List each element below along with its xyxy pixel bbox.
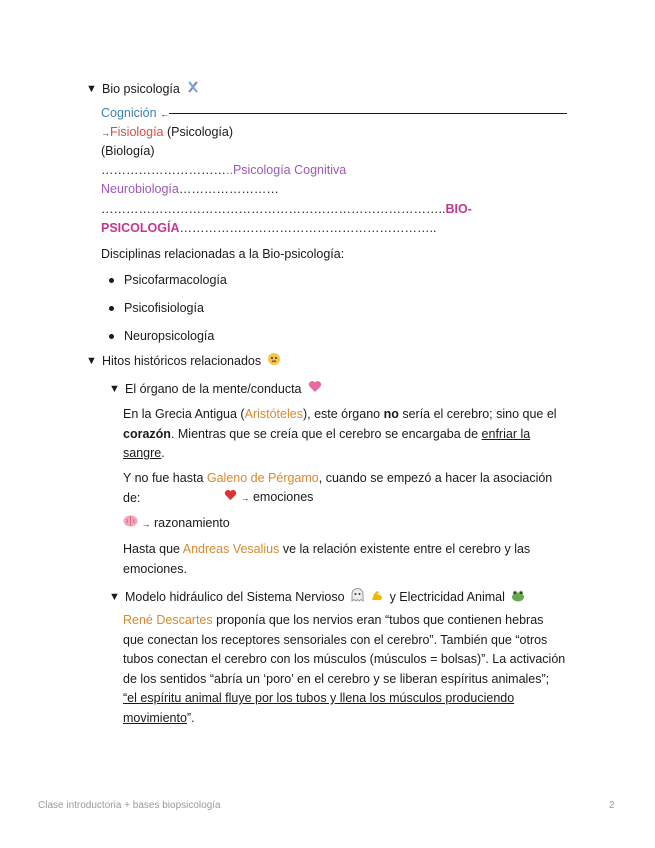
list-item: Psicofarmacología xyxy=(106,272,227,300)
fisiologia-label: Fisiología xyxy=(110,125,164,139)
toggle-organo-mente[interactable] xyxy=(109,380,322,397)
long-line xyxy=(169,113,567,114)
emociones-label: emociones xyxy=(252,490,314,504)
brain-icon xyxy=(123,516,141,530)
toggle-triangle-icon[interactable]: ▼ xyxy=(86,355,97,367)
razonamiento-line xyxy=(123,514,230,534)
section-title: Bio psicología xyxy=(102,82,180,96)
emociones-line xyxy=(224,488,313,508)
toggle-bio-psicologia[interactable] xyxy=(86,80,200,98)
bio-label: BIO- xyxy=(445,202,472,216)
subsection-title: y Electricidad Animal xyxy=(389,590,505,604)
diagram-line-1 xyxy=(101,104,567,124)
vesalius-link: Andreas Vesalius xyxy=(182,542,280,556)
dots: ……………………………………………………………………….. xyxy=(101,202,446,216)
biologia-paren: (Biología) xyxy=(101,144,155,158)
list-item: Psicofisiología xyxy=(106,300,227,328)
list-item: Neuropsicología xyxy=(106,328,227,356)
text: de los sentidos “abría un ‘poro’ en el cerebro y se liberan espíritus animales”; xyxy=(123,671,550,686)
toggle-hitos-historicos[interactable] xyxy=(86,352,281,370)
aristoteles-link: Aristóteles xyxy=(244,407,303,421)
diagram-line-7 xyxy=(101,219,436,238)
neurobiologia-label: Neurobiología xyxy=(101,182,179,196)
toggle-triangle-icon[interactable]: ▼ xyxy=(109,382,120,395)
left-arrow-icon: ← xyxy=(160,109,170,119)
text: Y no fue hasta xyxy=(123,471,207,485)
diagram-line-6 xyxy=(101,200,472,219)
diagram-line-3 xyxy=(101,142,155,161)
psicologia-cognitiva-label: ..Psicología Cognitiva xyxy=(226,163,347,177)
cognicion-label: Cognición xyxy=(101,106,157,120)
subsection-title: El órgano de la mente/conducta xyxy=(125,381,302,396)
page-number: 2 xyxy=(609,800,615,811)
toggle-triangle-icon[interactable]: ▼ xyxy=(109,591,120,603)
text: , cuando se empezó a hacer la asociación xyxy=(318,471,553,485)
text: que conectan los receptores sensoriales con el cerebro”. También que “otros xyxy=(123,632,548,647)
underlined-sangre: sangre xyxy=(123,446,162,460)
paragraph-vesalius xyxy=(123,540,593,579)
diagram-line-5 xyxy=(101,180,279,199)
toggle-modelo-hidraulico[interactable] xyxy=(109,588,525,606)
text: tubos conectan el cerebro con los músculos (músculos = bolsas)”. La activación xyxy=(123,652,566,666)
underlined-enfriar: enfriar la xyxy=(481,426,531,441)
dots: …………………… xyxy=(178,182,279,196)
dna-icon xyxy=(186,80,200,98)
section-title: Hitos históricos relacionados xyxy=(102,354,262,368)
paragraph-galeno xyxy=(123,469,593,508)
text: . Mientras que se creía que el cerebro se encargaba de xyxy=(170,426,482,441)
text: de: xyxy=(123,490,141,505)
dots: ………………………… xyxy=(101,163,226,177)
right-arrow-icon: → xyxy=(101,128,110,138)
bold-no: no xyxy=(383,407,399,421)
subsection-title: Modelo hidráulico del Sistema Nervioso xyxy=(125,590,345,604)
psicologia-label: PSICOLOGÍA xyxy=(101,221,180,235)
bold-corazon: corazón xyxy=(123,426,171,441)
text: ”. xyxy=(186,710,195,725)
text: emociones. xyxy=(123,561,187,576)
text: ve la relación existente entre el cerebro y las xyxy=(279,542,531,556)
galeno-link: Galeno de Pérgamo xyxy=(206,471,319,485)
disciplinas-heading: Disciplinas relacionadas a la Bio-psicología: xyxy=(101,247,345,261)
heart-icon xyxy=(308,380,322,397)
razonamiento-label: razonamiento xyxy=(153,516,230,530)
underlined-text: “el espíritu animal fluye por los tubos y llena los músculos produciendo xyxy=(123,691,515,705)
right-arrow-icon: → xyxy=(141,519,151,529)
text: . xyxy=(161,446,165,460)
ghost-icon xyxy=(351,588,364,606)
text: sería el cerebro; sino que el xyxy=(398,407,557,421)
descartes-link: René Descartes xyxy=(123,613,213,627)
flexed-biceps-icon xyxy=(370,588,384,606)
toggle-triangle-icon[interactable]: ▼ xyxy=(86,83,97,95)
paragraph-descartes xyxy=(123,611,603,728)
text: ), este órgano xyxy=(302,407,384,421)
paragraph-grecia xyxy=(123,405,593,464)
text: Hasta que xyxy=(123,542,183,556)
face-icon xyxy=(267,352,281,370)
dots: …………………………………………………….. xyxy=(179,221,437,235)
underlined-movimiento: movimiento xyxy=(123,710,187,725)
heart-icon xyxy=(224,490,240,504)
text: proponía que los nervios eran “tubos que contienen hebras xyxy=(212,613,544,627)
right-arrow-icon: → xyxy=(240,493,250,503)
text: En la Grecia Antigua ( xyxy=(123,407,245,421)
disciplinas-list xyxy=(106,272,227,356)
diagram-line-4 xyxy=(101,161,346,180)
diagram-line-2 xyxy=(101,123,233,143)
footer-title: Clase introductoria + bases biopsicología xyxy=(38,800,221,811)
frog-icon xyxy=(511,589,525,606)
psicologia-paren: (Psicología) xyxy=(166,125,233,139)
